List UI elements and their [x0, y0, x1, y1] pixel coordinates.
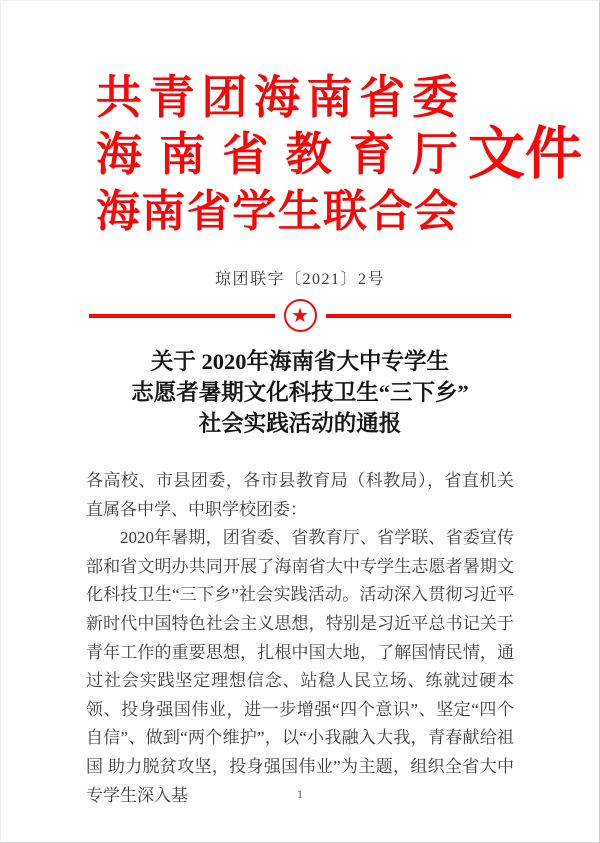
star-circle	[284, 299, 317, 332]
title-line-3: 社会实践活动的通报	[198, 411, 402, 436]
star-icon: ★	[291, 302, 309, 327]
doc-type-label: 文件	[468, 123, 582, 186]
body-paragraph: 2020年暑期，团省委、省教育厅、省学联、省委宣传部和省文明办共同开展了海南省大中专学生志愿者暑期文化科技卫生“三下乡”社会实践活动。活动深入贯彻习近平新时代中国特色社会主义思想，特别是习近平总书记关于青年工作的重要思想，扎根中国大地，了解国情民情，通过社会实践坚定理想信念、站稳人民立场、练就过硬本领、投身强国伟业，进一步增强“四个意识”、坚定“四个自信”、做到“两个维护”，以“小我融入大我，青春献给祖国 助力脱贫攻坚，投身强国伟业”为主题，组织全省大中专学生深入基	[86, 528, 514, 805]
doc-number: 琼团联字〔2021〕2号	[214, 271, 385, 288]
document-title	[1, 346, 599, 439]
page-number: 1	[297, 787, 303, 801]
title-line-1: 关于 2020年海南省大中专学生	[150, 349, 450, 374]
org-name-line-3: 海 南 省 学 生 联 合 会	[96, 187, 458, 236]
letterhead	[1, 1, 599, 240]
divider-line-left	[89, 314, 275, 318]
org-name-line-1: 共 青 团 海 南 省 委	[96, 72, 458, 123]
org-name-line-2: 海 南 省 教 育 厅	[96, 129, 458, 180]
document-body	[86, 467, 514, 810]
salutation: 各高校、市县团委，各市县教育局（科教局），省直机关直属各中学、中职学校团委：	[86, 471, 514, 519]
red-divider	[89, 299, 511, 332]
divider-line-right	[326, 314, 512, 318]
title-line-2: 志愿者暑期文化科技卫生“三下乡”	[131, 380, 469, 405]
issuing-orgs	[96, 69, 458, 240]
